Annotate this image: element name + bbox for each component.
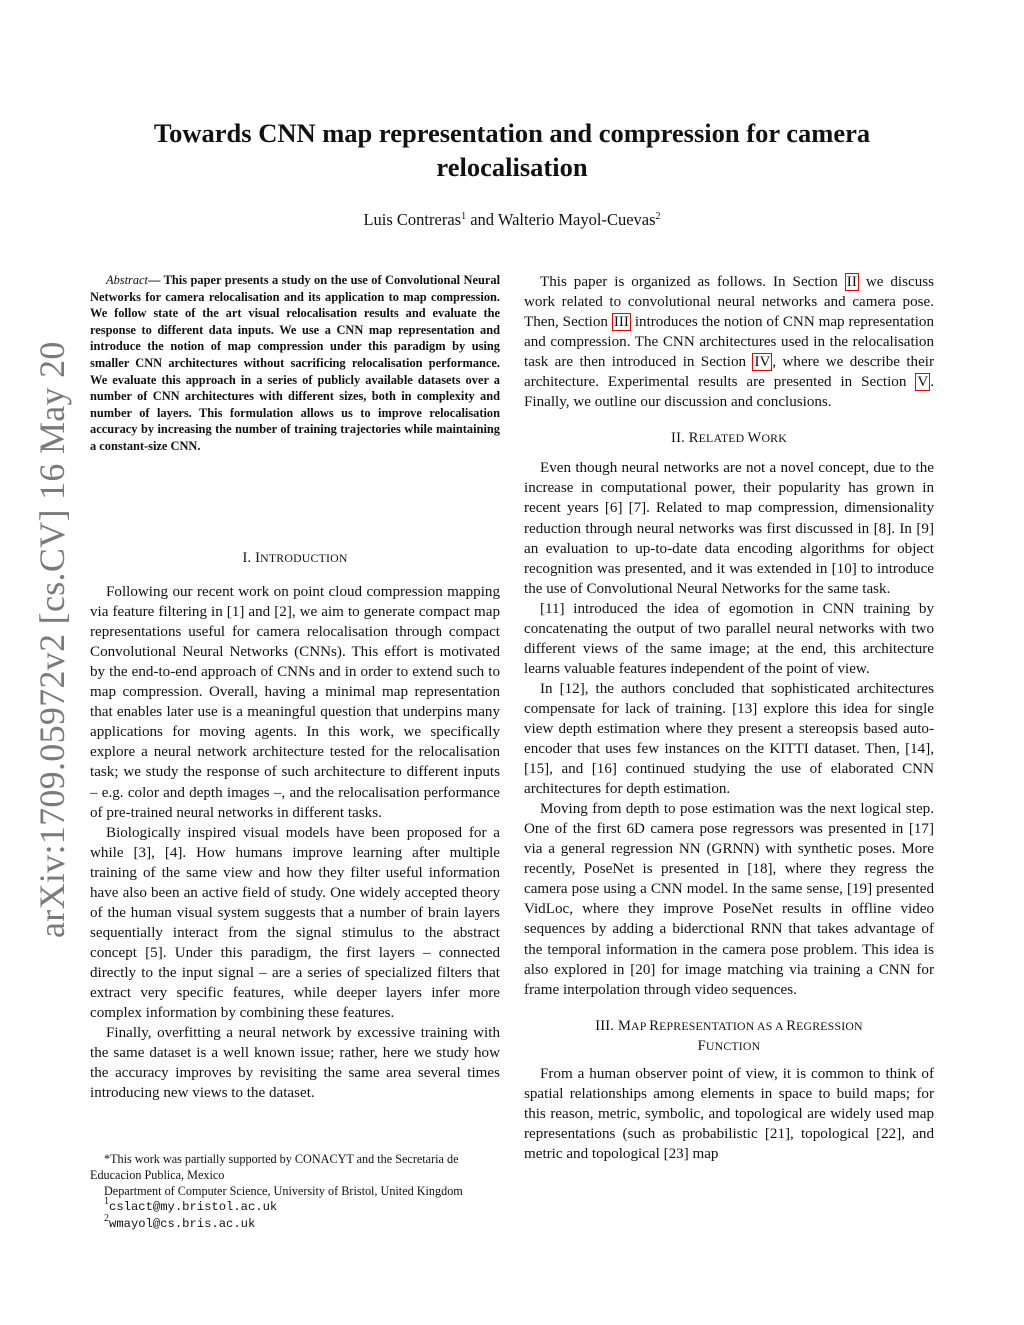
footnote-department: Department of Computer Science, University of Bristol, United Kingdom [104, 1183, 463, 1198]
related-paragraph-3: In [12], the authors concluded that sophisticated architectures compensate for lack of training. [13] explore this idea for single view depth estimation where they present a stereopsis based auto-encoder that uses few instances on the KITTI dataset. Then, [14], [15], and [16] continued studying the use of elaborated CNN architectures for depth estimation. [524, 680, 934, 798]
abstract [90, 272, 500, 455]
abstract-dash: — [148, 273, 164, 287]
authors-and: and [466, 210, 498, 229]
section-link-v[interactable]: V [917, 374, 929, 391]
section-link-iv[interactable]: IV [754, 354, 771, 371]
email-link-2[interactable]: wmayol@cs.bris.ac.uk [109, 1217, 256, 1232]
organization-paragraph: This paper is organized as follows. In Section II we discuss work related to convolutional neural networks and camera pose. Then, Section III introduces the notion of CNN map representation and compression. The CNN architectures used in the relocalisation task are then introduced in Section IV , where we describe their architecture. Experimental results are presented in Section V . Finally, we outline our discussion and conclusions. [524, 274, 934, 411]
left-column [90, 548, 500, 1103]
section-heading-map-representation: III. MAP REPRESENTATION AS A REGRESSION FUNCTION [595, 1017, 863, 1054]
related-paragraph-4: Moving from depth to pose estimation was the next logical step. One of the first 6D camera pose regressors was presented in [17] via a general regression NN (GRNN) with synthetic poses. More recently, PoseNet is presented in [18], where they regress the camera pose using a CNN model. In the same sense, [19] presented VidLoc, where they improve PoseNet results in offline video sequences by adding a biderctional RNN that takes advantage of the temporal information in the camera pose problem. This idea is also explored in [20] for image matching via training a CNN for frame interpolation through video sequences. [524, 801, 934, 998]
related-paragraph-2: [11] introduced the idea of egomotion in CNN training by concatenating the output of two parallel neural networks with two different views of the same image; at the end, this architecture learns valuable features independent of the point of view. [524, 600, 934, 677]
section-link-iii[interactable]: III [613, 314, 629, 331]
abstract-label: Abstract [106, 273, 148, 287]
abstract-text: This paper presents a study on the use of Convolutional Neural Networks for camera relocalisation and its application to map compression. We follow state of the art visual relocalisation results and evaluate the response to different data inputs. We use a CNN map representation and introduce the notion of map compression under this paradigm by using smaller CNN architectures without sacrificing relocalisation performance. We evaluate this approach in a series of publicly available datasets over a number of CNN architectures with different sizes, both in complexity and number of layers. This formulation allows us to improve relocalisation accuracy by increasing the number of training trajectories while maintaining a constant-size CNN. [90, 273, 501, 453]
footnotes [90, 1152, 500, 1233]
title-line-1: Towards CNN map representation and compression for camera [153, 118, 871, 148]
section-heading-related-work: II. RELATED WORK [671, 430, 787, 447]
author-2: Walterio Mayol-Cuevas [497, 210, 656, 229]
related-paragraph-1: Even though neural networks are not a novel concept, due to the increase in computational power, their popularity has grown in recent years [6] [7]. Related to map compression, dimensionality reduction through neural networks was first discussed in [8]. In [9] an evaluation to up-to-date data encoding algorithms for object recognition was presented, and it was extended in [10] to introduce the use of Convolutional Neural Networks for the same task. [524, 460, 934, 597]
author-1-affil: 1 [461, 211, 467, 222]
section-heading-introduction: I. INTRODUCTION [242, 550, 348, 566]
intro-paragraph-3: Finally, overfitting a neural network by excessive training with the same dataset is a well known issue; rather, here we study how the accuracy improves by revisiting the same area several times introducing new views to the dataset. [90, 1025, 500, 1102]
arxiv-id: arXiv:1709.05972v2 [cs.CV] 16 May 2018 [32, 340, 72, 938]
author-2-affil: 2 [655, 211, 661, 222]
right-column [524, 272, 934, 1164]
section-link-ii[interactable]: II [846, 274, 857, 290]
paper-title [90, 116, 934, 184]
intro-paragraph-1: Following our recent work on point cloud compression mapping via feature filtering in [1] and [2], we aim to generate compact map representations useful for camera relocalisation through compact Convolutional Neural Networks (CNNs). This effort is motivated by the end-to-end approach of CNNs and in order to extend such to map compression. Overall, having a minimal map representation that enables later use is a meaningful question that underpins many applications for moving agents. In this work, we specifically explore a neural network architecture tested for the relocalisation task; we study the response of such architecture to different inputs – e.g. color and depth images –, and the relocalisation performance of pre-trained neural networks in different tasks. [90, 584, 500, 821]
arxiv-stamp [16, 340, 76, 940]
map-paragraph-1: From a human observer point of view, it is common to think of spatial relationships among elements in space to build maps; for this reason, metric, symbolic, and topological are widely used map representations (such as probabilistic [21], topological [22], and metric and topological [23] map [524, 1065, 934, 1162]
email-link-1[interactable]: cslact@my.bristol.ac.uk [109, 1200, 278, 1215]
authors [90, 210, 934, 230]
footnote-email-2: $^2$wmayol@cs.bris.ac.uk [104, 1213, 256, 1232]
footnote-funding: *This work was partially supported by CONACYT and the Secretaria de Educacion Publica, Mexico [90, 1152, 459, 1182]
author-1: Luis Contreras [363, 210, 462, 229]
title-line-2: relocalisation [436, 152, 588, 182]
footnote-email-1: $^1$cslact@my.bristol.ac.uk [104, 1196, 278, 1215]
intro-paragraph-2: Biologically inspired visual models have been proposed for a while [3], [4]. How humans improve learning after multiple training of the same view and how they filter useful information have also been an active field of study. One widely accepted theory of the human visual system suggests that a number of brain layers sequentially interact from the signal stimulus to the abstract concept [5]. Under this paradigm, the first layers – connected directly to the input signal – are a series of specialized filters that extract very specific features, while deeper layers infer more complex information by combining these features. [90, 824, 500, 1022]
